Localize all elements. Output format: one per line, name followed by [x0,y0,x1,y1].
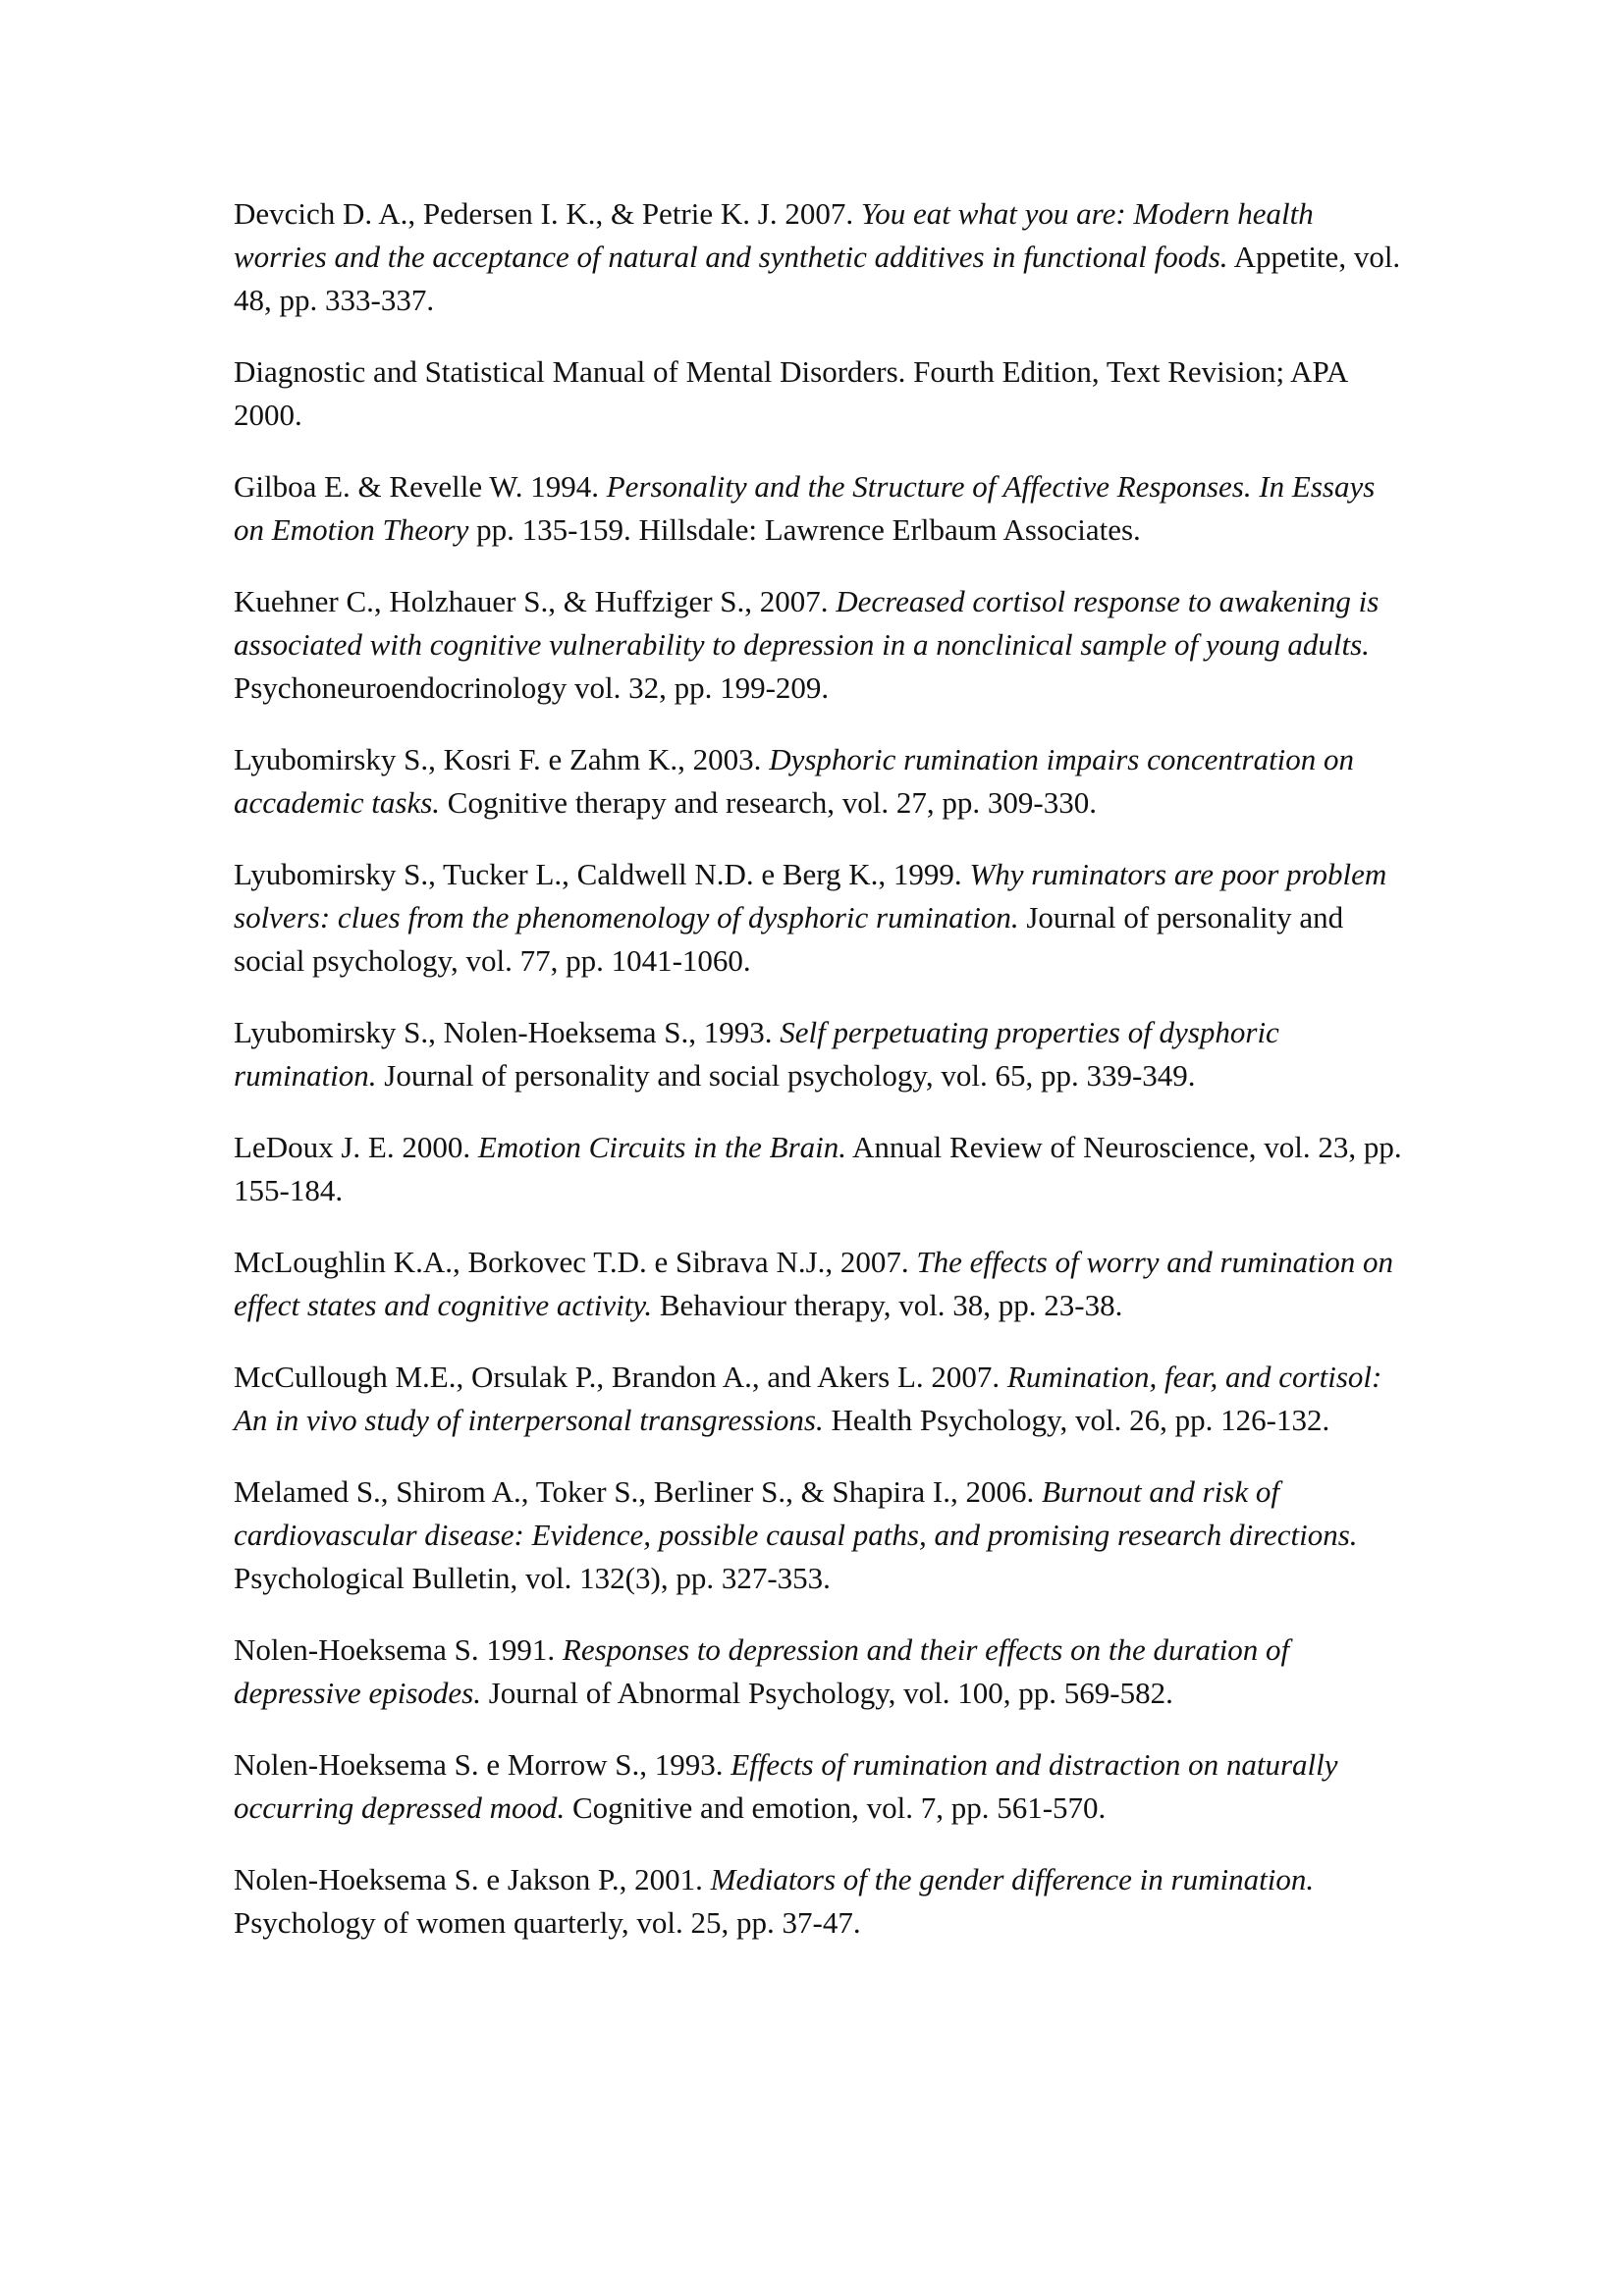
reference-entry [234,1356,1412,1442]
reference-authors: Kuehner C., Holzhauer S., & Huffziger S., 2007. [234,584,837,618]
reference-title: Dysphoric rumination impairs concentration on accademic tasks. [234,742,1355,820]
reference-authors: Diagnostic and Statistical Manual of Mental Disorders. Fourth Edition, Text Revision; APA 2000. [234,354,1347,432]
reference-source: Journal of personality and social psychology, vol. 77, pp. 1041-1060. [234,900,1344,978]
reference-entry [234,1629,1412,1715]
reference-source: Health Psychology, vol. 26, pp. 126-132. [823,1403,1330,1437]
reference-authors: Nolen-Hoeksema S. e Morrow S., 1993. [234,1747,731,1782]
reference-source: Behaviour therapy, vol. 38, pp. 23-38. [652,1288,1123,1322]
reference-source: Journal of Abnormal Psychology, vol. 100, pp. 569-582. [480,1676,1173,1710]
reference-authors: McCullough M.E., Orsulak P., Brandon A., and Akers L. 2007. [234,1360,1007,1394]
reference-title: Self perpetuating properties of dysphoric rumination. [234,1015,1279,1093]
reference-entry [234,1470,1412,1600]
reference-source: pp. 135-159. Hillsdale: Lawrence Erlbaum Associates. [468,512,1141,547]
reference-source: Cognitive therapy and research, vol. 27, pp. 309-330. [440,785,1097,820]
reference-title: Mediators of the gender difference in rumination. [710,1862,1315,1896]
reference-entry [234,738,1412,825]
reference-authors: Devcich D. A., Pedersen I. K., & Petrie K. J. 2007. [234,196,861,231]
reference-title: Burnout and risk of cardiovascular disease: Evidence, possible causal paths, and promising research directions. [234,1474,1358,1552]
reference-entry [234,1126,1412,1212]
reference-authors: Nolen-Hoeksema S. e Jakson P., 2001. [234,1862,711,1896]
reference-source: Psychological Bulletin, vol. 132(3), pp. 327-353. [234,1561,831,1595]
reference-source: Cognitive and emotion, vol. 7, pp. 561-570. [565,1790,1107,1825]
reference-title: Effects of rumination and distraction on naturally occurring depressed mood. [234,1747,1338,1825]
reference-title: Emotion Circuits in the Brain. [477,1130,846,1164]
reference-authors: Gilboa E. & Revelle W. 1994. [234,469,607,504]
reference-authors: Nolen-Hoeksema S. 1991. [234,1632,563,1667]
reference-entry [234,1011,1412,1097]
reference-entry [234,580,1412,710]
reference-title: Rumination, fear, and cortisol: An in vivo study of interpersonal transgressions. [234,1360,1382,1437]
reference-entry [234,192,1412,322]
reference-authors: Lyubomirsky S., Tucker L., Caldwell N.D. e Berg K., 1999. [234,857,970,891]
reference-list [234,192,1412,1973]
reference-title: The effects of worry and rumination on effect states and cognitive activity. [234,1245,1394,1322]
reference-entry [234,1743,1412,1830]
reference-title: Why ruminators are poor problem solvers: clues from the phenomenology of dysphoric rumination. [234,857,1387,934]
reference-title: Decreased cortisol response to awakening is associated with cognitive vulnerability to depression in a nonclinical sample of young adults. [234,584,1380,662]
reference-title: Personality and the Structure of Affective Responses. In Essays on Emotion Theory [234,469,1376,547]
reference-source: Appetite, vol. 48, pp. 333-337. [234,240,1401,317]
reference-authors: McLoughlin K.A., Borkovec T.D. e Sibrava N.J., 2007. [234,1245,917,1279]
reference-source: Journal of personality and social psychology, vol. 65, pp. 339-349. [376,1058,1196,1093]
reference-authors: Lyubomirsky S., Kosri F. e Zahm K., 2003. [234,742,770,776]
reference-title: You eat what you are: Modern health worries and the acceptance of natural and synthetic additives in functional foods. [234,196,1314,274]
reference-title: Responses to depression and their effects on the duration of depressive episodes. [234,1632,1290,1710]
reference-source: Psychoneuroendocrinology vol. 32, pp. 199-209. [234,670,830,705]
reference-source: Annual Review of Neuroscience, vol. 23, pp. 155-184. [234,1130,1402,1207]
reference-authors: LeDoux J. E. 2000. [234,1130,478,1164]
reference-source: Psychology of women quarterly, vol. 25, pp. 37-47. [234,1905,861,1940]
reference-entry [234,465,1412,552]
reference-entry [234,1858,1412,1945]
reference-entry [234,853,1412,983]
reference-authors: Lyubomirsky S., Nolen-Hoeksema S., 1993. [234,1015,781,1049]
reference-entry [234,350,1412,437]
reference-authors: Melamed S., Shirom A., Toker S., Berliner S., & Shapira I., 2006. [234,1474,1042,1509]
reference-entry [234,1241,1412,1327]
